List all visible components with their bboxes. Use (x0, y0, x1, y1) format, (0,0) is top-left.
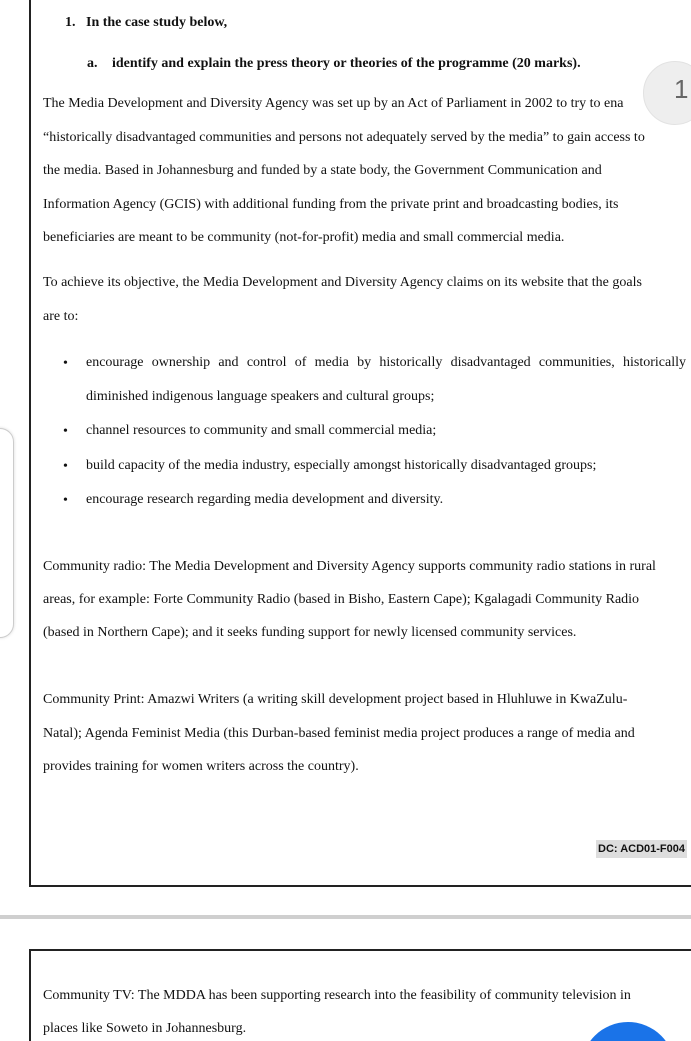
side-panel-handle[interactable] (0, 428, 14, 638)
bullet-marker: • (63, 493, 68, 508)
paragraph-2-line-1: To achieve its objective, the Media Development and Diversity Agency claims on its website that the goals (43, 275, 642, 290)
community-print-line-1: Community Print: Amazwi Writers (a writing skill development project based in Hluhluwe in KwaZulu- (43, 692, 628, 707)
paragraph-1-line-3: the media. Based in Johannesburg and funded by a state body, the Government Communication and (43, 163, 602, 178)
bullet-4-text: encourage research regarding media development and diversity. (86, 492, 444, 507)
question-number: 1. (65, 15, 76, 30)
community-print-line-3: provides training for women writers across the country). (43, 759, 359, 774)
paragraph-1-line-1: The Media Development and Diversity Agency was set up by an Act of Parliament in 2002 to try to ena (43, 96, 624, 111)
community-print-line-2: Natal); Agenda Feminist Media (this Durban-based feminist media project produces a range of media and (43, 726, 635, 741)
community-tv-line-2: places like Soweto in Johannesburg. (43, 1021, 247, 1036)
document-code: DC: ACD01-F004 (596, 840, 687, 858)
paragraph-1-line-5: beneficiaries are meant to be community (not-for-profit) media and small commercial media. (43, 230, 565, 245)
paragraph-1-line-2: “historically disadvantaged communities and persons not adequately served by the media” to gain access to (43, 130, 645, 145)
bullet-1-line-2: diminished indigenous language speakers and cultural groups; (86, 389, 435, 404)
bullet-marker: • (63, 424, 68, 439)
paragraph-2-line-2: are to: (43, 309, 79, 324)
bullet-marker: • (63, 459, 68, 474)
bullet-1-line-1: encourage ownership and control of media by historically disadvantaged communities, historically (86, 355, 686, 370)
community-radio-line-1: Community radio: The Media Development and Diversity Agency supports community radio stations in rural (43, 559, 656, 574)
community-radio-line-3: (based in Northern Cape); and it seeks funding support for newly licensed community services. (43, 625, 577, 640)
sub-question-label: a. (87, 56, 98, 71)
sub-question-prompt: identify and explain the press theory or theories of the programme (20 marks). (112, 56, 581, 71)
community-tv-line-1: Community TV: The MDDA has been supporting research into the feasibility of community television in (43, 988, 631, 1003)
question-prompt: In the case study below, (86, 15, 228, 30)
bullet-3-text: build capacity of the media industry, especially amongst historically disadvantaged groups; (86, 458, 597, 473)
page-number-text: 1 (674, 74, 689, 104)
bullet-2-text: channel resources to community and small commercial media; (86, 423, 437, 438)
page-separator (0, 915, 691, 919)
community-radio-line-2: areas, for example: Forte Community Radio (based in Bisho, Eastern Cape); Kgalagadi Community Radio (43, 592, 640, 607)
bullet-marker: • (63, 356, 68, 371)
paragraph-1-line-4: Information Agency (GCIS) with additional funding from the private print and broadcasting bodies, its (43, 197, 619, 212)
